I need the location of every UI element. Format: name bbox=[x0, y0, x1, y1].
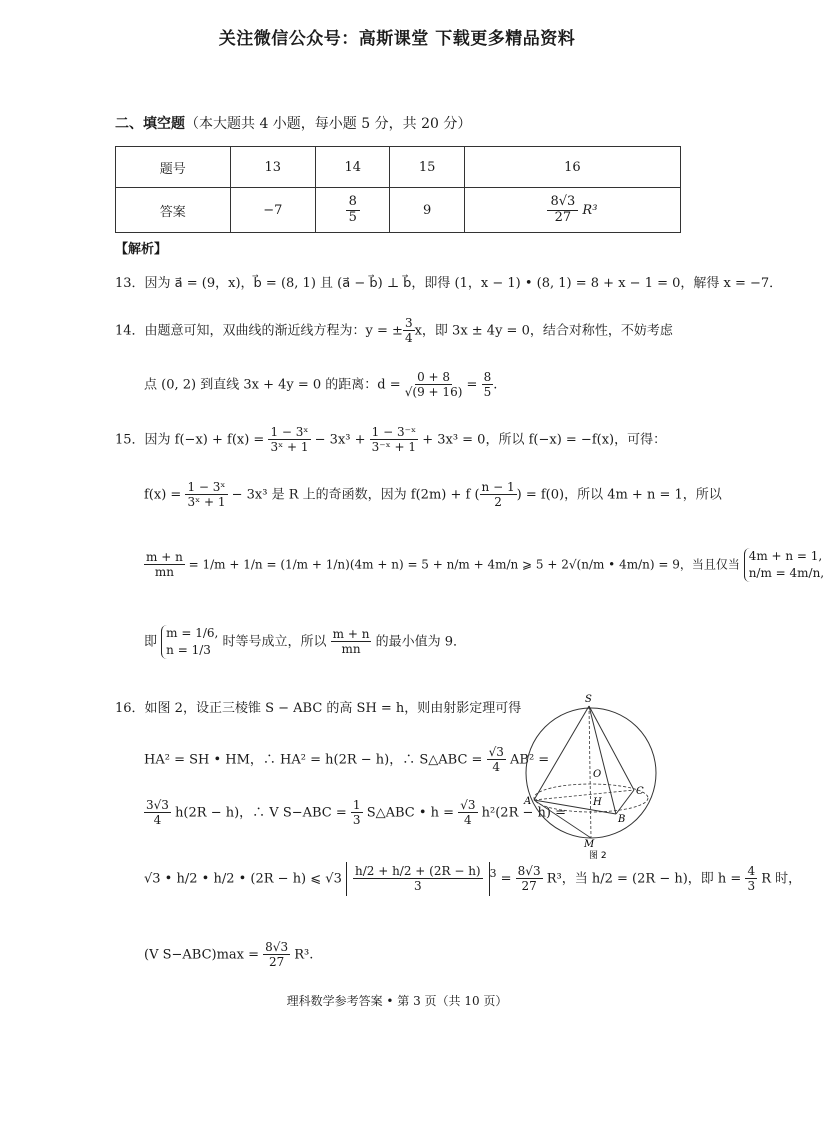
table-cell-number: 15 bbox=[390, 147, 464, 188]
solution-13: 13．因为 a⃗ = (9，x)，b⃗ = (8, 1) 且 (a⃗ − b⃗) ⊥ b⃗，即得 (1，x − 1) • (8, 1) = 8 + x − 1 = 0，解得 x = −7． bbox=[115, 276, 783, 291]
fraction-denominator: 5 bbox=[483, 385, 492, 400]
table-row bbox=[116, 188, 681, 233]
fraction-numerator: 8√3 bbox=[517, 864, 541, 878]
label-m: M bbox=[584, 839, 595, 850]
answer-13: −7 bbox=[230, 188, 316, 233]
s16-text-c: h(2R − h)，∴ V S−ABC = bbox=[175, 805, 347, 821]
s16-text-f: (V S−ABC)max = bbox=[144, 947, 260, 963]
fraction-denominator: 4 bbox=[153, 813, 162, 828]
solution-16-line5 bbox=[144, 940, 313, 970]
s15-cond-2: n/m = 4m/n, bbox=[748, 565, 824, 580]
answer-16 bbox=[464, 188, 680, 233]
s15-text-o: 的最小值为 9． bbox=[375, 634, 466, 650]
label-c: C bbox=[636, 786, 644, 797]
label-a: A bbox=[524, 796, 532, 807]
s16-text-e-tail: R 时， bbox=[761, 871, 802, 887]
fraction-numerator: √3 bbox=[460, 798, 476, 812]
fraction-numerator: 1 bbox=[352, 798, 361, 812]
fraction-numerator: 0 + 8 bbox=[417, 370, 451, 384]
analysis-heading: 【解析】 bbox=[115, 242, 168, 257]
s16-text-b-tail: AB² = bbox=[510, 752, 550, 768]
s15-text-j: = 1/m + 1/n = (1/m + 1/n)(4m + n) = 5 + n/m + 4m/n ⩾ 5 + 2√(n/m • 4m/n) = 9，当且仅当 bbox=[188, 557, 740, 572]
page-banner: 关注微信公众号：高斯课堂 下载更多精品资料 bbox=[218, 29, 576, 49]
s15-text-c: + 3x³ = 0，所以 f(−x) = −f(x)，可得： bbox=[422, 432, 667, 448]
answer-16-tail: R³ bbox=[582, 202, 598, 218]
answer-15: 9 bbox=[390, 188, 464, 233]
s15-text-l: 即 bbox=[144, 634, 158, 650]
solution-14-line2: 点 (0, 2) 到直线 3x + 4y = 0 的距离：d = $\frac{0 + 8}{√(9 + 16)}$ = $\frac{8}{5}$ . bbox=[144, 370, 498, 400]
s16-text-c4: h²(2R − h) = bbox=[481, 805, 566, 821]
table-answer-label: 答案 bbox=[116, 188, 231, 233]
page-footer: 理科数学参考答案 • 第 3 页（共 10 页） bbox=[286, 994, 508, 1008]
fraction-numerator: 3 bbox=[404, 316, 413, 330]
fraction-numerator: 8√3 bbox=[265, 940, 289, 954]
s14-text-a: 14．由题意可知，双曲线的渐近线方程为：y = ± bbox=[115, 323, 403, 339]
fraction-denominator: √(9 + 16) bbox=[404, 385, 463, 400]
s16-text-b: HA² = SH • HM，∴ HA² = h(2R − h)，∴ S△ABC = bbox=[144, 752, 483, 768]
result-brace bbox=[161, 625, 218, 659]
edge-ac bbox=[534, 790, 634, 800]
fraction-numerator: n − 1 bbox=[481, 480, 515, 494]
fraction-denominator: mn bbox=[154, 565, 174, 580]
figure-2-diagram bbox=[518, 690, 678, 865]
label-h: H bbox=[593, 797, 602, 808]
fraction-denominator: 27 bbox=[521, 879, 537, 894]
solution-16-line4: √3 • h/2 • h/2 • (2R − h) ⩽ √3 $\frac{h/2 + h/2 + (2R - h)}{3}$ $^3$ = $\frac{8√3}{27}$ R³，当 h/2 = (2R − h)，即 h = $\frac{4}{3}$ R 时， bbox=[144, 862, 801, 896]
fraction-denominator: 4 bbox=[492, 760, 501, 775]
label-o: O bbox=[593, 769, 602, 780]
table-cell-number: 14 bbox=[316, 147, 390, 188]
edge-sa bbox=[534, 706, 589, 800]
section-note: （本大题共 4 小题，每小题 5 分，共 20 分） bbox=[185, 116, 472, 132]
fraction-numerator: 1 − 3⁻ˣ bbox=[371, 425, 417, 439]
figure-caption: 图 2 bbox=[589, 851, 607, 861]
fraction-denominator: 2 bbox=[494, 495, 502, 510]
fraction-denominator: 27 bbox=[554, 209, 572, 225]
table-header-label: 题号 bbox=[116, 147, 231, 188]
fraction-denominator: 3 bbox=[747, 879, 756, 894]
solution-16-line3 bbox=[144, 798, 566, 828]
solution-15-line4 bbox=[144, 625, 466, 659]
fraction-numerator: 1 − 3ˣ bbox=[187, 480, 226, 494]
s14-text-b: x，即 3x ± 4y = 0，结合对称性，不妨考虑 bbox=[414, 323, 673, 339]
answer-14 bbox=[316, 188, 390, 233]
s16-text-c3: S△ABC • h = bbox=[366, 805, 455, 821]
s16-text-e: R³，当 bbox=[546, 871, 588, 887]
s15-text-e: − 3x³ 是 R 上的奇函数，因为 f(2m) + f bbox=[231, 487, 471, 503]
s15-text-a: 15．因为 f(−x) + f(x) = bbox=[115, 432, 265, 448]
power-exponent: 3 bbox=[489, 867, 497, 881]
fraction-numerator: m + n bbox=[332, 626, 370, 641]
fraction-denominator: 4 bbox=[404, 331, 413, 346]
edge-am bbox=[534, 800, 591, 838]
table-cell-number: 16 bbox=[464, 147, 680, 188]
fraction-numerator: √3 bbox=[488, 745, 504, 759]
solution-15-line2: f(x) = $\frac{\text{1 − 3ˣ}}{\text{3ˣ + 1}}$ − 3x³ 是 R 上的奇函数，因为 f(2m) + f ( $\frac{n - 1}{2}$ ) = f(0)，所以 4m + n = 1，所以 bbox=[144, 480, 722, 510]
s15-result-n: n = 1/3 bbox=[166, 642, 211, 657]
section-heading: 二、填空题 bbox=[115, 116, 185, 132]
fraction-denominator: 3⁻ˣ + 1 bbox=[371, 440, 417, 455]
fraction-denominator: 4 bbox=[464, 813, 472, 828]
fraction-denominator: 5 bbox=[348, 209, 357, 225]
solution-16-line2 bbox=[144, 745, 549, 775]
axis-sm bbox=[589, 706, 591, 838]
fraction-numerator: 8√3 bbox=[547, 195, 578, 211]
s16-text-f-tail: R³. bbox=[294, 947, 314, 963]
s15-text-n: 时等号成立，所以 bbox=[222, 634, 327, 650]
s15-text-h: = f(0)，所以 4m + n = 1，所以 bbox=[525, 487, 722, 503]
s15-result-m: m = 1/6, bbox=[166, 626, 219, 640]
solution-15-line3 bbox=[144, 548, 824, 582]
s16-text-d: √3 • h/2 • h/2 • (2R − h) ⩽ √3 bbox=[144, 871, 342, 887]
solution-15-line1 bbox=[115, 425, 666, 455]
fraction-numerator: m + n bbox=[146, 549, 183, 564]
section-title bbox=[115, 113, 471, 133]
table-cell-number: 13 bbox=[230, 147, 316, 188]
fraction-numerator: 8 bbox=[483, 370, 492, 384]
fraction-denominator: 3ˣ + 1 bbox=[270, 440, 309, 455]
fraction-denominator: 3ˣ + 1 bbox=[187, 495, 226, 510]
fraction-denominator: 27 bbox=[268, 955, 285, 970]
label-s: S bbox=[585, 694, 592, 705]
condition-brace bbox=[744, 548, 824, 582]
fraction-denominator: 3 bbox=[352, 813, 361, 828]
label-b: B bbox=[618, 814, 626, 825]
fraction-numerator: 8 bbox=[346, 195, 360, 211]
s15-text-d: f(x) = bbox=[144, 487, 182, 503]
fraction-denominator: mn bbox=[341, 642, 361, 657]
s15-cond-1: 4m + n = 1, bbox=[748, 549, 823, 563]
solution-16-line1: 16．如图 2，设正三棱锥 S − ABC 的高 SH = h，则由射影定理可得 bbox=[115, 701, 522, 716]
solution-14-line1 bbox=[115, 316, 673, 346]
fraction-numerator: 1 − 3ˣ bbox=[270, 425, 309, 439]
table-row bbox=[116, 147, 681, 188]
s15-text-b: − 3x³ + bbox=[314, 432, 366, 448]
s16-text-e-frac: h/2 = (2R − h)，即 h = bbox=[591, 871, 742, 887]
s14-text-c: 点 (0, 2) 到直线 3x + 4y = 0 的距离：d = bbox=[144, 377, 401, 393]
fraction-denominator: 3 bbox=[413, 879, 422, 894]
fraction-numerator: h/2 + h/2 + (2R − h) bbox=[354, 864, 481, 878]
fraction-numerator: 4 bbox=[747, 864, 756, 878]
answer-table bbox=[115, 146, 681, 233]
fraction-numerator: 3√3 bbox=[146, 798, 169, 812]
edge-bc bbox=[616, 790, 634, 814]
bracket-expression bbox=[346, 862, 490, 896]
